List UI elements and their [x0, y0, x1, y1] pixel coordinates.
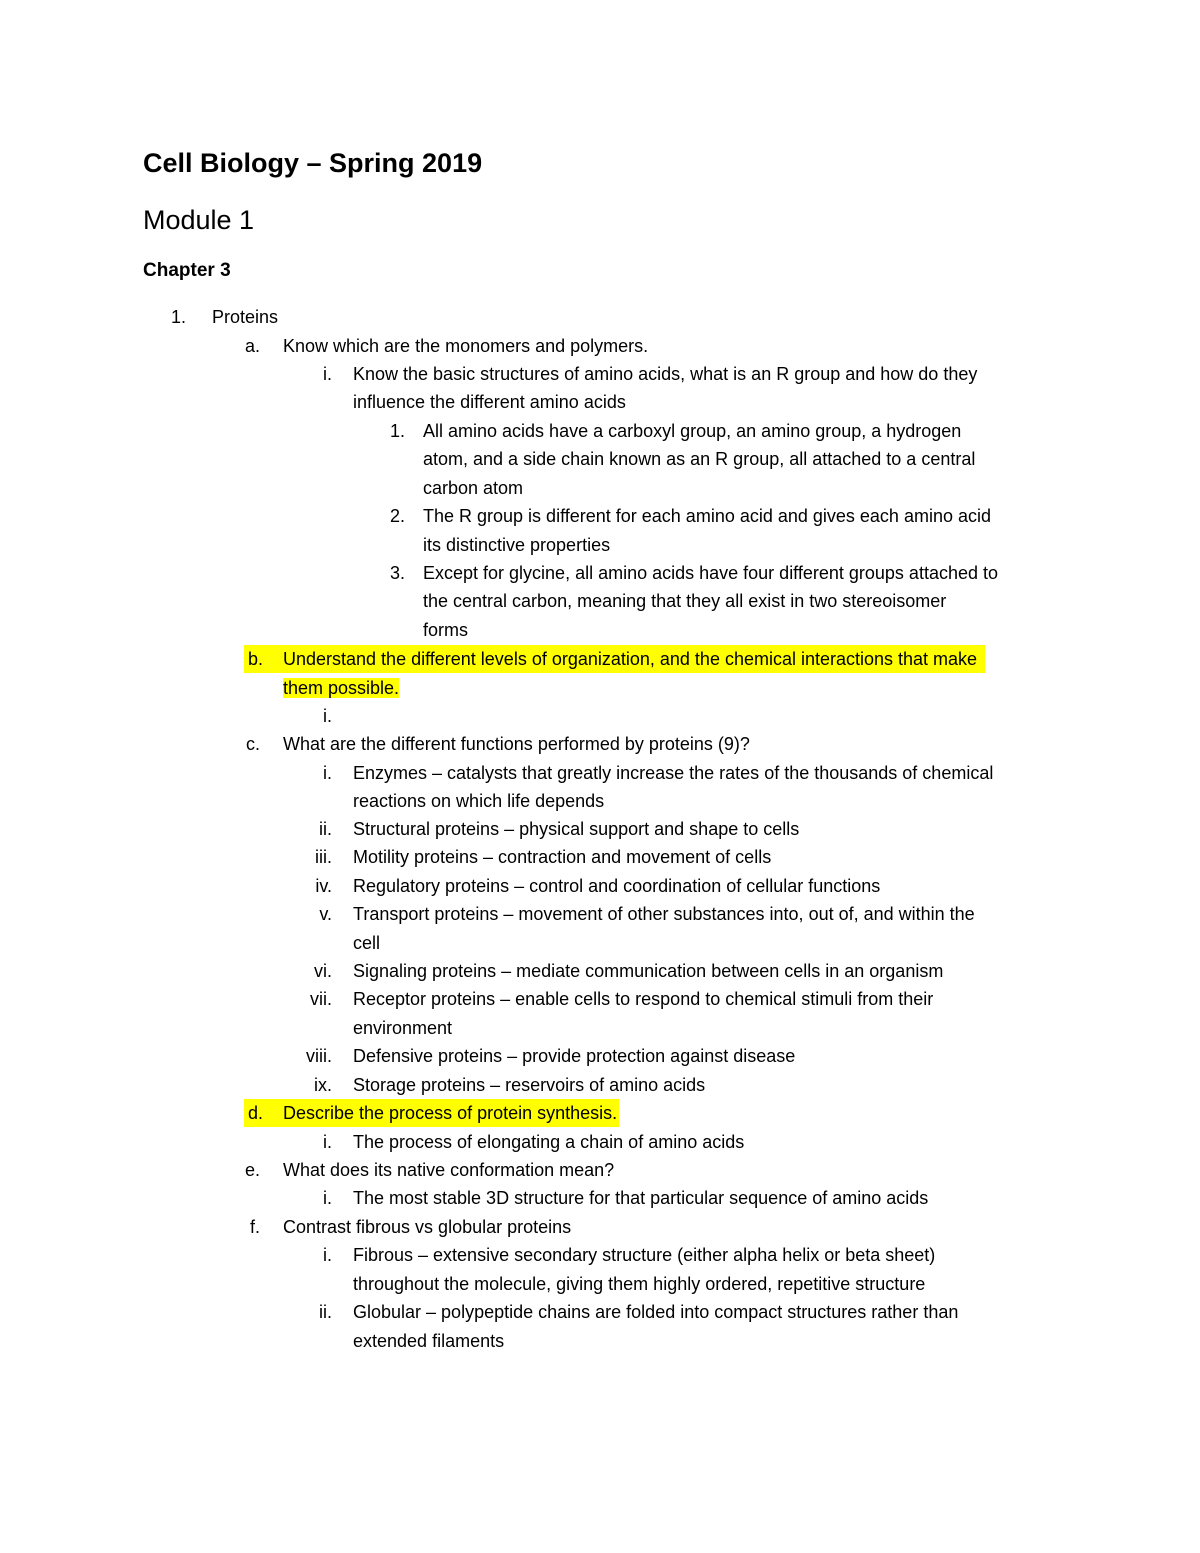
list-text-line: Storage proteins – reservoirs of amino acids: [353, 1075, 706, 1095]
list-text: What are the different functions performed by proteins (9)?: [283, 734, 750, 754]
list-text-line: All amino acids have a carboxyl group, an amino group, a hydrogen: [423, 421, 962, 441]
list-marker: ii.: [319, 1302, 332, 1322]
list-marker: v.: [319, 904, 332, 924]
list-text-line: forms: [423, 620, 468, 640]
module-heading: Module 1: [143, 205, 255, 235]
list-text-line: Except for glycine, all amino acids have four different groups attached to: [423, 563, 998, 583]
list-text-line: Structural proteins – physical support and shape to cells: [353, 819, 800, 839]
list-text: Know which are the monomers and polymers.: [283, 336, 649, 356]
highlighted-text: them possible.: [283, 678, 400, 698]
list-marker: e.: [244, 1160, 260, 1180]
list-marker: vii.: [310, 989, 332, 1009]
list-text-line: Enzymes – catalysts that greatly increase the rates of the thousands of chemical: [353, 763, 994, 783]
list-marker: 3.: [389, 563, 405, 583]
list-marker: ix.: [314, 1075, 332, 1095]
list-marker: 1.: [170, 307, 186, 327]
list-text-line: its distinctive properties: [423, 535, 611, 555]
list-text: What does its native conformation mean?: [283, 1160, 615, 1180]
list-text-line: Regulatory proteins – control and coordination of cellular functions: [353, 876, 881, 896]
list-text-line-highlighted: [283, 674, 399, 702]
list-marker: 2.: [389, 506, 405, 526]
list-marker: ii.: [319, 819, 332, 839]
list-text-line: The process of elongating a chain of amino acids: [353, 1132, 745, 1152]
list-text-line: The R group is different for each amino acid and gives each amino acid: [423, 506, 991, 526]
list-text-line: The most stable 3D structure for that particular sequence of amino acids: [353, 1188, 929, 1208]
list-marker: 1.: [389, 421, 405, 441]
list-text-line: Globular – polypeptide chains are folded into compact structures rather than: [353, 1302, 959, 1322]
list-text-line: atom, and a side chain known as an R group, all attached to a central: [423, 449, 976, 469]
list-text-line: environment: [353, 1018, 453, 1038]
list-text-line: Defensive proteins – provide protection against disease: [353, 1046, 796, 1066]
page-title: Cell Biology – Spring 2019: [143, 148, 483, 178]
list-text-line: Transport proteins – movement of other substances into, out of, and within the: [353, 904, 975, 924]
list-marker: viii.: [306, 1046, 332, 1066]
list-text-line: Understand the different levels of organization, and the chemical interactions that make: [283, 645, 985, 673]
list-marker: c.: [245, 734, 260, 754]
list-text-line: extended filaments: [353, 1331, 505, 1351]
list-text: Contrast fibrous vs globular proteins: [283, 1217, 572, 1237]
list-text-line: carbon atom: [423, 478, 524, 498]
list-marker: iv.: [315, 876, 332, 896]
list-text: Proteins: [212, 307, 279, 327]
list-text-line: reactions on which life depends: [353, 791, 605, 811]
list-text-line: Receptor proteins – enable cells to respond to chemical stimuli from their: [353, 989, 934, 1009]
list-text-line: Know the basic structures of amino acids, what is an R group and how do they: [353, 364, 978, 384]
list-text-line: Fibrous – extensive secondary structure (either alpha helix or beta sheet): [353, 1245, 936, 1265]
list-marker: i.: [323, 706, 332, 726]
list-marker: d.: [244, 1099, 283, 1127]
chapter-heading: Chapter 3: [143, 260, 231, 281]
list-text-line: Motility proteins – contraction and movement of cells: [353, 847, 772, 867]
list-marker: i.: [323, 1188, 332, 1208]
list-text-line: the central carbon, meaning that they all exist in two stereoisomer: [423, 591, 947, 611]
list-text-line: throughout the molecule, giving them highly ordered, repetitive structure: [353, 1274, 926, 1294]
list-marker: iii.: [315, 847, 332, 867]
list-text-line: influence the different amino acids: [353, 392, 626, 412]
list-text: Describe the process of protein synthesis.: [283, 1099, 619, 1127]
list-marker: i.: [323, 364, 332, 384]
list-marker: i.: [323, 1132, 332, 1152]
list-text-line: cell: [353, 933, 381, 953]
list-text-line: Signaling proteins – mediate communication between cells in an organism: [353, 961, 944, 981]
list-marker: a.: [244, 336, 260, 356]
list-marker: i.: [323, 763, 332, 783]
list-marker: vi.: [314, 961, 332, 981]
list-marker: b.: [244, 645, 283, 673]
list-marker: i.: [323, 1245, 332, 1265]
list-marker: f.: [249, 1217, 260, 1237]
